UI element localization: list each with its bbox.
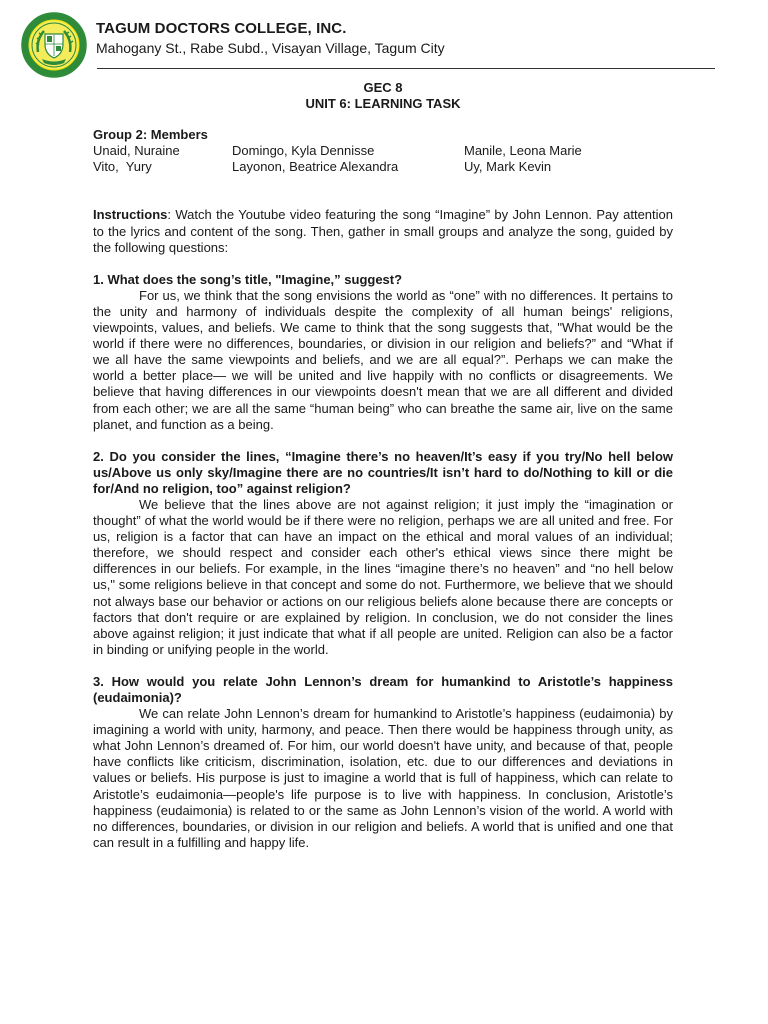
document-body	[93, 80, 673, 851]
course-code: GEC 8	[363, 80, 403, 95]
header-divider	[97, 68, 715, 69]
member-name: Unaid, Nuraine	[93, 143, 180, 159]
question-1: 1. What does the song’s title, "Imagine,” suggest?	[93, 271, 403, 287]
member-name: Domingo, Kyla Dennisse	[232, 143, 375, 159]
member-name: Uy, Mark Kevin	[464, 159, 552, 175]
question-3: 3. How would you relate John Lennon’s dream for humankind to Aristotle’s happiness (eudaimonia)?	[93, 673, 673, 705]
college-name: TAGUM DOCTORS COLLEGE, INC.	[96, 20, 347, 37]
member-name: Manile, Leona Marie	[464, 143, 582, 159]
college-address: Mahogany St., Rabe Subd., Visayan Village, Tagum City	[96, 40, 445, 56]
answer-3: We can relate John Lennon’s dream for humankind to Aristotle’s happiness (eudaimonia) by imagining a world with unity, harmony, and peace. Then there would be happiness through unity, as what John Lennon’s dreamed of. For him, our world doesn't have unity, and because of that, people have conflicts like criticism, discrimination, isolation, etc. due to our differences and deviations in values or beliefs. His purpose is just to imagine a world that is full of happiness, which can relate to Aristotle’s eudaimonia—people's life purpose is to live with happiness. In conclusion, Aristotle’s happiness (eudaimonia) is related to or the same as John Lennon’s vision of the world. A world with no differences, boundaries, or division in our religion and beliefs. A world that is unified and one that can result in a fulfilling and happy life.	[93, 706, 673, 850]
answer-1: For us, we think that the song envisions the world as “one” with no differences. It pertains to the unity and harmony of individuals despite the complexity of all human beings' religions, viewpoints, values, and beliefs. We came to think that the song suggests that, "What would be the world if there were no differences, boundaries, or division in our religion and beliefs?” and “What if we all have the same viewpoints and beliefs, and we are all equal?”. Perhaps we can make the world a better place— we will be united and live happily with no conflicts or disagreements. We believe that having differences in our viewpoints doesn't mean that we are all different and divided from each other; we are all the same “human being” who can breathe the same air, live on the same planet, and function as a being.	[93, 287, 673, 432]
instructions-text: : Watch the Youtube video featuring the song “Imagine” by John Lennon. Pay attention to the lyrics and content of the song. Then, gather in small groups and analyze the song, guided by the following questions:	[93, 207, 673, 255]
instructions-label: Instructions	[93, 207, 168, 223]
question-2: 2. Do you consider the lines, “Imagine there’s no heaven/It’s easy if you try/No hell below us/Above us only sky/Imagine there are no countries/It isn’t hard to do/Nothing to kill or die for/And no religion, too” against religion?	[93, 448, 673, 496]
instructions	[93, 207, 673, 255]
member-name: Vito, Yury	[93, 159, 152, 175]
college-seal-logo	[18, 12, 90, 78]
answer-2: We believe that the lines above are not against religion; it just imply the “imagination or thought” of what the world would be if there were no religion, perhaps we are all united and free. For us, religion is a factor that can have an impact on the ethical and moral values of an individual; therefore, we should respect and consider each other's ethical views since there might be differences in our beliefs. For example, in the lines “imagine there’s no heaven” and “no hell below us," some religions believe in that concept and some do not. Furthermore, we believe that we should not always base our behavior or actions on our religious beliefs alone because there are concepts or factors that don't require or are explained by religion. In conclusion, we do not consider the lines above against religion; it just indicate that what if all people are united. Religion can also be a factor in binding or unifying people in the world.	[93, 496, 673, 657]
group-title: Group 2: Members	[93, 127, 208, 143]
college-seal-icon	[18, 12, 90, 78]
members-list	[93, 143, 673, 175]
member-name: Layonon, Beatrice Alexandra	[232, 159, 399, 175]
task-title: UNIT 6: LEARNING TASK	[305, 96, 461, 112]
letterhead	[18, 12, 718, 74]
